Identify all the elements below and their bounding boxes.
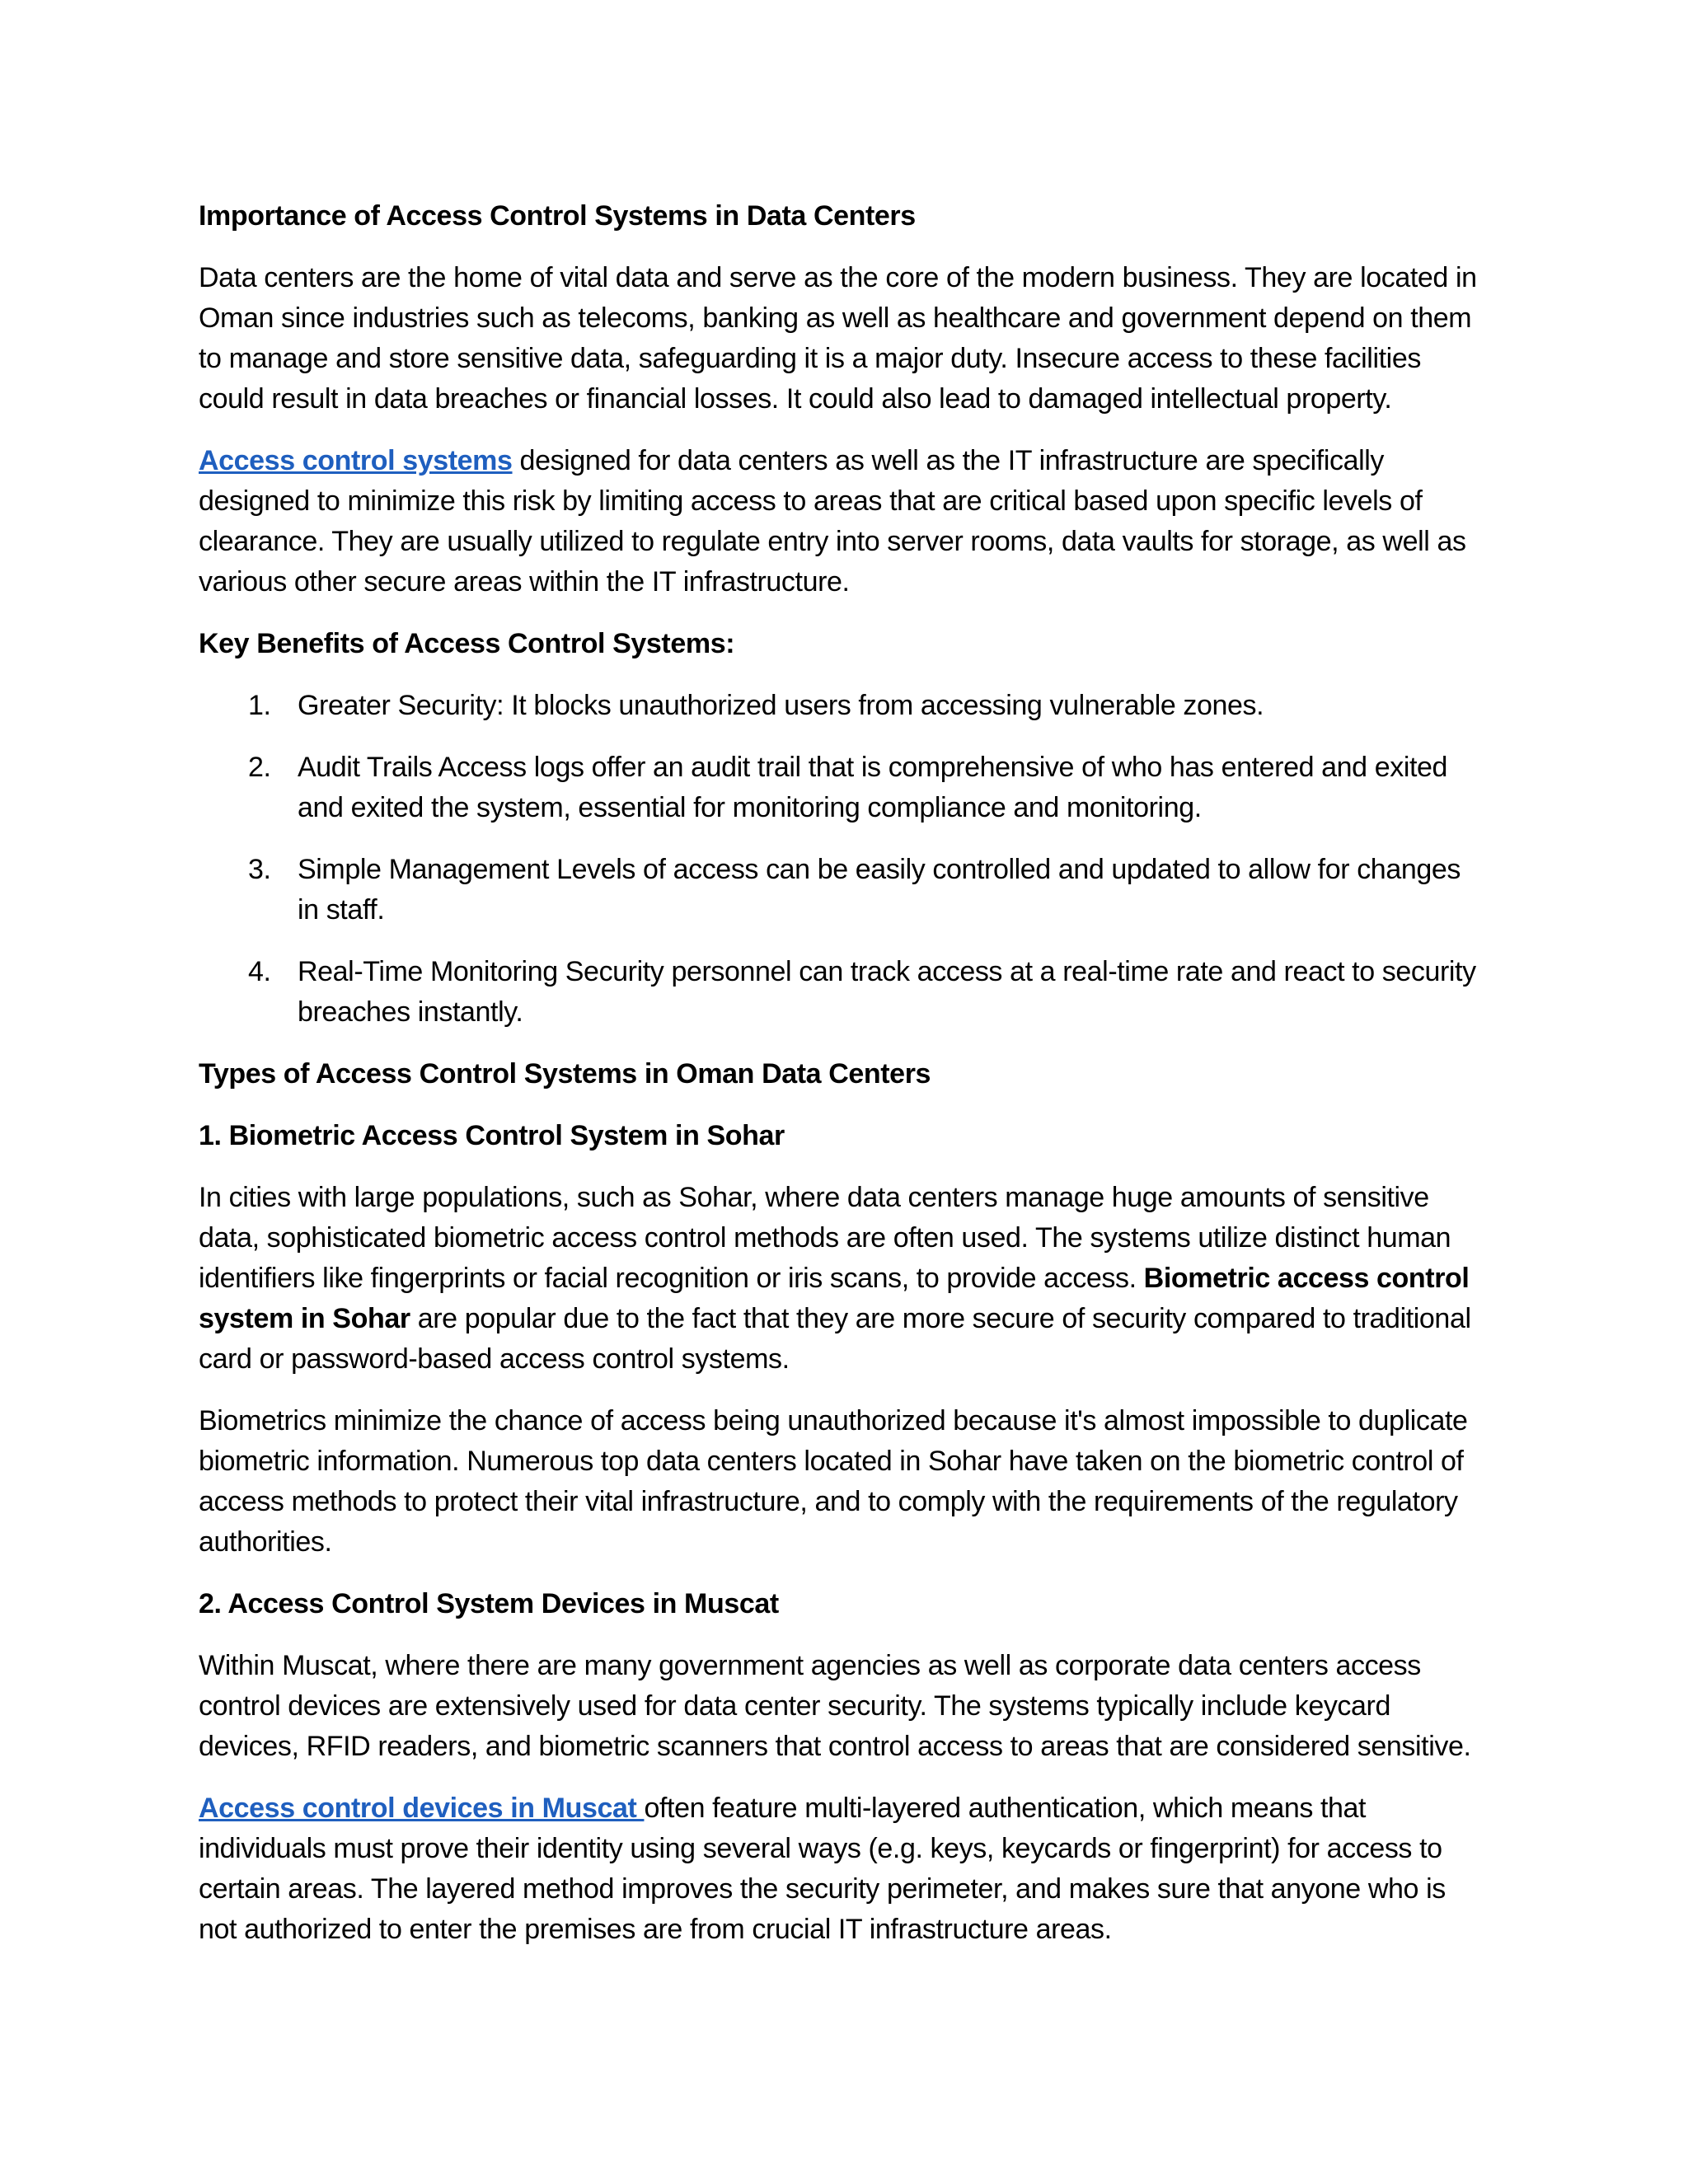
- paragraph-text: designed for data centers as well as the IT infrastructure are specifically designed to minimize this risk by limiting access to areas that are critical based upon specific levels of clearance. They are usually utilized to regulate entry into server rooms, data vaults for storage, as well as various other secure areas within the IT infrastructure.: [199, 445, 1466, 598]
- list-item: [199, 686, 1484, 726]
- list-number: 2.: [248, 752, 271, 783]
- paragraph-text: are popular due to the fact that they are more secure of security compared to traditional card or password-based access control systems.: [199, 1303, 1471, 1375]
- access-control-systems-link[interactable]: Access control systems: [199, 445, 513, 476]
- list-item-text: Greater Security: It blocks unauthorized users from accessing vulnerable zones.: [298, 690, 1264, 721]
- paragraph-text: often feature multi-layered authentication, which means that individuals must prove their identity using several ways (e.g. keys, keycards or fingerprint) for access to certain areas. The layered method improves the security perimeter, and makes sure that anyone who is not authorized to enter the premises are from crucial IT infrastructure areas.: [199, 1793, 1446, 1945]
- section-heading-types: Types of Access Control Systems in Oman Data Centers: [199, 1058, 931, 1090]
- access-control-devices-link[interactable]: Access control devices in Muscat: [199, 1793, 645, 1824]
- list-number: 1.: [248, 690, 271, 721]
- paragraph-access-control-devices: [199, 1788, 1484, 1950]
- list-item-text: Real-Time Monitoring Security personnel can track access at a real-time rate and react to security breaches instantly.: [298, 956, 1476, 1028]
- paragraph-biometrics-minimize: Biometrics minimize the chance of access being unauthorized because it's almost impossible to duplicate biometric information. Numerous top data centers located in Sohar have taken on the biometric control of access methods to protect their vital infrastructure, and to comply with the requirements of the regulatory authorities.: [199, 1405, 1468, 1558]
- list-item-text: Audit Trails Access logs offer an audit trail that is comprehensive of who has entered and exited and exited the system, essential for monitoring compliance and monitoring.: [298, 752, 1448, 823]
- list-number: 4.: [248, 956, 271, 987]
- bold-phrase: Biometric access control system in Sohar: [199, 1263, 1470, 1334]
- list-item: [199, 748, 1484, 828]
- subsection-heading-muscat: 2. Access Control System Devices in Muscat: [199, 1588, 779, 1619]
- paragraph-intro: Data centers are the home of vital data and serve as the core of the modern business. They are located in Oman since industries such as telecoms, banking as well as healthcare and government depend on them to manage and store sensitive data, safeguarding it is a major duty. Insecure access to these facilities could result in data breaches or financial losses. It could also lead to damaged intellectual property.: [199, 262, 1477, 415]
- paragraph-muscat: Within Muscat, where there are many government agencies as well as corporate data centers access control devices are extensively used for data center security. The systems typically include keycard devices, RFID readers, and biometric scanners that control access to areas that are considered sensitive.: [199, 1650, 1471, 1762]
- subsection-heading-biometric: 1. Biometric Access Control System in Sohar: [199, 1120, 785, 1151]
- paragraph-text: In cities with large populations, such as Sohar, where data centers manage huge amounts of sensitive data, sophisticated biometric access control methods are often used. The systems utilize distinct human identifiers like fingerprints or facial recognition or iris scans, to provide access.: [199, 1182, 1451, 1294]
- list-number: 3.: [248, 854, 271, 885]
- benefits-list: [199, 686, 1484, 1033]
- document-page: [199, 196, 1484, 1971]
- paragraph-access-control-systems: [199, 441, 1484, 602]
- paragraph-biometric-sohar: [199, 1178, 1484, 1380]
- list-item-text: Simple Management Levels of access can be easily controlled and updated to allow for changes in staff.: [298, 854, 1461, 926]
- list-item: [199, 952, 1484, 1033]
- section-heading-benefits: Key Benefits of Access Control Systems:: [199, 628, 735, 659]
- list-item: [199, 850, 1484, 930]
- section-heading-importance: Importance of Access Control Systems in Data Centers: [199, 200, 916, 232]
